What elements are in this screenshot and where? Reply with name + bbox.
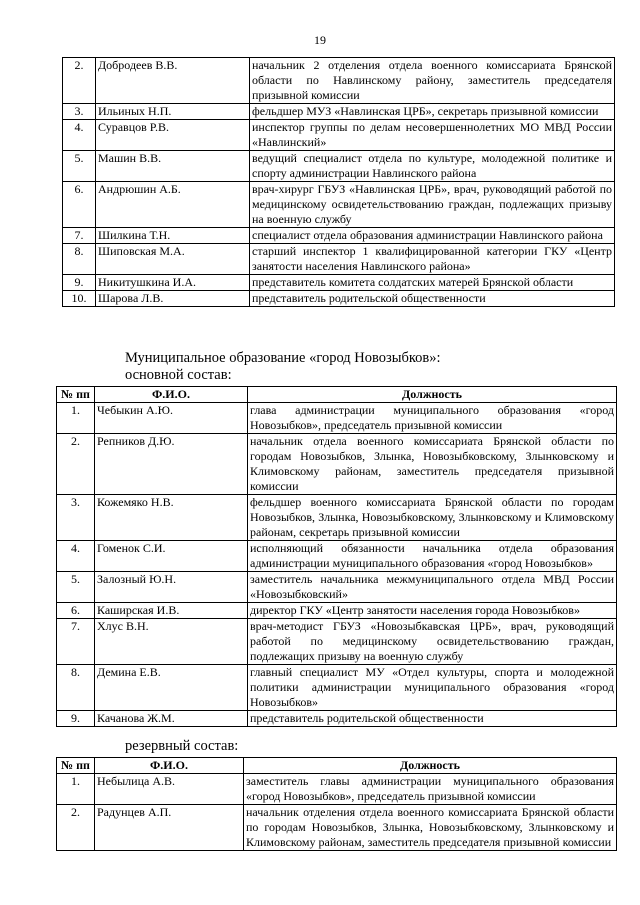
member-position: специалист отдела образования администрации Навлинского района bbox=[250, 228, 615, 244]
row-number: 6. bbox=[63, 182, 96, 228]
header-name: Ф.И.О. bbox=[95, 387, 248, 403]
row-number: 7. bbox=[63, 228, 96, 244]
row-number: 10. bbox=[63, 291, 96, 307]
header-name: Ф.И.О. bbox=[95, 758, 244, 774]
member-name: Кожемяко Н.В. bbox=[95, 495, 248, 541]
section-subtitle-reserve: резервный состав: bbox=[125, 738, 239, 754]
member-name: Суравцов Р.В. bbox=[96, 120, 250, 151]
member-position: старший инспектор 1 квалифицированной категории ГКУ «Центр занятости населения Навлинского района» bbox=[250, 244, 615, 275]
row-number: 4. bbox=[57, 541, 95, 572]
member-position: заместитель главы администрации муниципального образования «город Новозыбков», председатель призывной комиссии bbox=[244, 774, 617, 805]
member-name: Небылица А.В. bbox=[95, 774, 244, 805]
header-num: № пп bbox=[57, 758, 95, 774]
member-position: глава администрации муниципального образования «город Новозыбков», председатель призывной комиссии bbox=[248, 403, 617, 434]
table-row bbox=[57, 619, 617, 665]
row-number: 2. bbox=[63, 58, 96, 104]
member-position: врач-методист ГБУЗ «Новозыбкавская ЦРБ», врач, руководящий работой по медицинскому освидетельствованию граждан, подлежащих призыву на военную службу bbox=[248, 619, 617, 665]
row-number: 8. bbox=[57, 665, 95, 711]
member-name: Шарова Л.В. bbox=[96, 291, 250, 307]
table-row bbox=[57, 434, 617, 495]
row-number: 5. bbox=[63, 151, 96, 182]
row-number: 9. bbox=[63, 275, 96, 291]
row-number: 7. bbox=[57, 619, 95, 665]
commission-table-main bbox=[56, 386, 617, 727]
header-position: Должность bbox=[248, 387, 617, 403]
member-name: Машин В.В. bbox=[96, 151, 250, 182]
member-name: Гоменок С.И. bbox=[95, 541, 248, 572]
row-number: 3. bbox=[57, 495, 95, 541]
member-name: Андрюшин А.Б. bbox=[96, 182, 250, 228]
section-title-novozybkov: Муниципальное образование «город Новозыбков»: bbox=[125, 350, 441, 366]
table-row bbox=[57, 541, 617, 572]
member-name: Никитушкина И.А. bbox=[96, 275, 250, 291]
member-position: директор ГКУ «Центр занятости населения города Новозыбков» bbox=[248, 603, 617, 619]
table-row bbox=[63, 228, 615, 244]
table-row bbox=[57, 711, 617, 727]
table-row bbox=[63, 58, 615, 104]
member-name: Чебыкин А.Ю. bbox=[95, 403, 248, 434]
member-position: представитель комитета солдатских матерей Брянской области bbox=[250, 275, 615, 291]
member-position: исполняющий обязанности начальника отдела образования администрации муниципального образования «город Новозыбков» bbox=[248, 541, 617, 572]
member-name: Ильиных Н.П. bbox=[96, 104, 250, 120]
member-name: Шиповская М.А. bbox=[96, 244, 250, 275]
table-row bbox=[63, 244, 615, 275]
member-name: Качанова Ж.М. bbox=[95, 711, 248, 727]
member-position: начальник 2 отделения отдела военного комиссариата Брянской области по Навлинскому району, заместитель председателя призывной комиссии bbox=[250, 58, 615, 104]
row-number: 5. bbox=[57, 572, 95, 603]
member-position: врач-хирург ГБУЗ «Навлинская ЦРБ», врач, руководящий работой по медицинскому освидетельствованию граждан, подлежащих призыву на военную службу bbox=[250, 182, 615, 228]
member-name: Хлус В.Н. bbox=[95, 619, 248, 665]
row-number: 1. bbox=[57, 403, 95, 434]
table-row bbox=[63, 120, 615, 151]
member-name: Добродеев В.В. bbox=[96, 58, 250, 104]
table-header-row bbox=[57, 758, 617, 774]
table-row bbox=[57, 603, 617, 619]
member-position: главный специалист МУ «Отдел культуры, спорта и молодежной политики администрации муниципального образования «город Новозыбков» bbox=[248, 665, 617, 711]
header-position: Должность bbox=[244, 758, 617, 774]
commission-table-navlinsky bbox=[62, 57, 615, 307]
row-number: 9. bbox=[57, 711, 95, 727]
member-position: представитель родительской общественности bbox=[250, 291, 615, 307]
row-number: 1. bbox=[57, 774, 95, 805]
commission-table-reserve bbox=[56, 757, 617, 851]
table-row bbox=[63, 182, 615, 228]
member-position: начальник отдела военного комиссариата Брянской области по городам Новозыбков, Злынка, Новозыбковскому, Злынковскому и Климовскому районам, заместитель председателя призывной комиссии bbox=[248, 434, 617, 495]
table-row bbox=[63, 104, 615, 120]
table-row bbox=[57, 805, 617, 851]
table-row bbox=[63, 275, 615, 291]
member-position: ведущий специалист отдела по культуре, молодежной политике и спорту администрации Навлинского района bbox=[250, 151, 615, 182]
row-number: 3. bbox=[63, 104, 96, 120]
page-number: 19 bbox=[314, 33, 326, 47]
row-number: 8. bbox=[63, 244, 96, 275]
table-row bbox=[57, 774, 617, 805]
table-row bbox=[63, 291, 615, 307]
table-row bbox=[57, 495, 617, 541]
member-name: Демина Е.В. bbox=[95, 665, 248, 711]
table-row bbox=[57, 572, 617, 603]
table-header-row bbox=[57, 387, 617, 403]
member-name: Шилкина Т.Н. bbox=[96, 228, 250, 244]
table-row bbox=[57, 665, 617, 711]
row-number: 4. bbox=[63, 120, 96, 151]
member-position: фельдшер МУЗ «Навлинская ЦРБ», секретарь призывной комиссии bbox=[250, 104, 615, 120]
header-num: № пп bbox=[57, 387, 95, 403]
row-number: 6. bbox=[57, 603, 95, 619]
table-row bbox=[63, 151, 615, 182]
member-position: заместитель начальника межмуниципального отдела МВД России «Новозыбковский» bbox=[248, 572, 617, 603]
row-number: 2. bbox=[57, 434, 95, 495]
section-subtitle-main: основной состав: bbox=[125, 367, 232, 383]
member-name: Залозный Ю.Н. bbox=[95, 572, 248, 603]
member-name: Радунцев А.П. bbox=[95, 805, 244, 851]
table-row bbox=[57, 403, 617, 434]
row-number: 2. bbox=[57, 805, 95, 851]
member-name: Каширская И.В. bbox=[95, 603, 248, 619]
member-position: представитель родительской общественности bbox=[248, 711, 617, 727]
member-position: фельдшер военного комиссариата Брянской области по городам Новозыбков, Злынка, Новозыбковскому, Злынковскому и Климовскому районам, секретарь призывной комиссии bbox=[248, 495, 617, 541]
member-name: Репников Д.Ю. bbox=[95, 434, 248, 495]
member-position: инспектор группы по делам несовершеннолетних МО МВД России «Навлинский» bbox=[250, 120, 615, 151]
member-position: начальник отделения отдела военного комиссариата Брянской области по городам Новозыбков, Злынка, Новозыбковскому, Злынковскому и Климовскому районам, заместитель председателя призывной комиссии bbox=[244, 805, 617, 851]
